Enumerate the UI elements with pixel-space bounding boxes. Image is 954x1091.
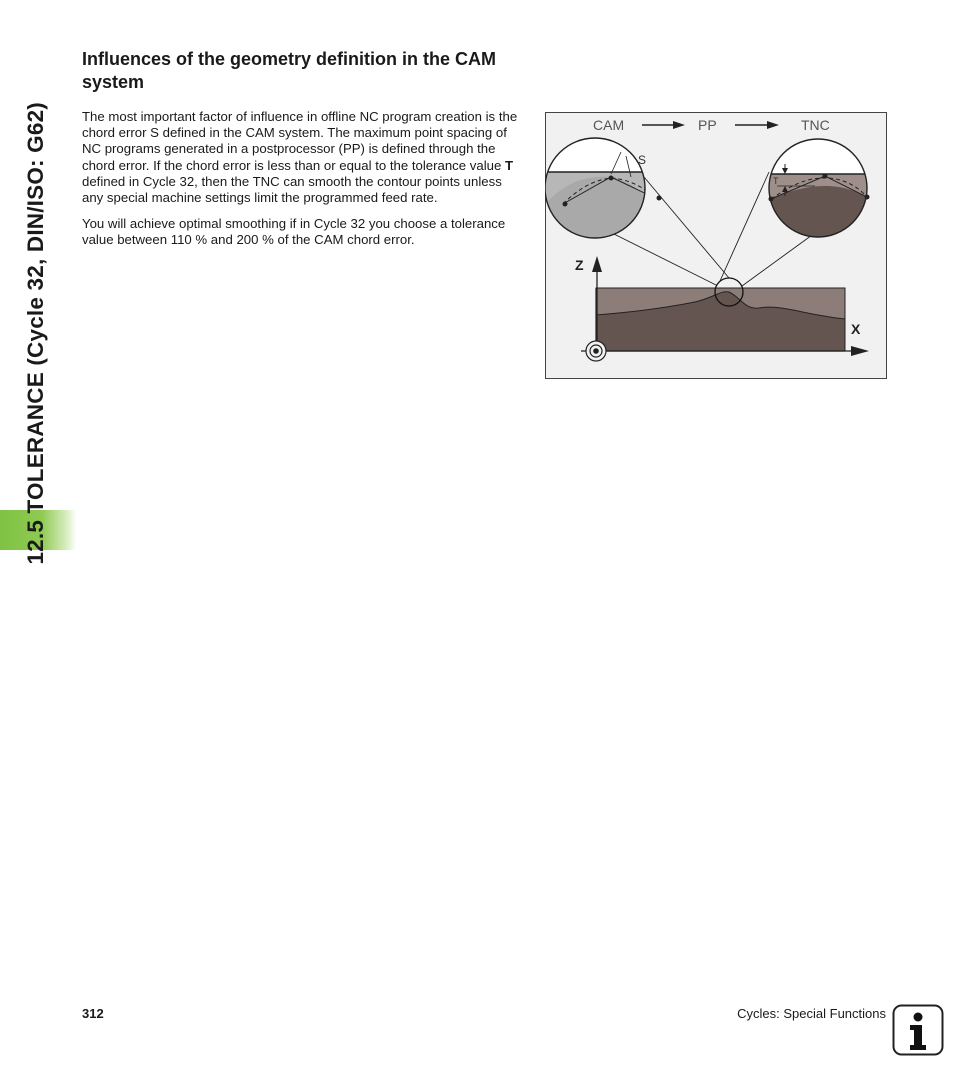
page-number: 312 xyxy=(82,1006,104,1021)
info-icon xyxy=(892,1004,944,1056)
label-cam: CAM xyxy=(593,117,625,133)
tolerance-figure xyxy=(545,112,887,379)
paragraph-optimal-smoothing: You will achieve optimal smoothing if in Cycle 32 you choose a tolerance value between 110 % and 200 % of the CAM chord error. xyxy=(82,216,506,248)
x-axis-label: X xyxy=(851,321,861,337)
tolerance-diagram xyxy=(545,112,887,379)
paragraph-chord-error xyxy=(82,109,524,206)
body-text xyxy=(82,109,524,259)
footer-chapter-label: Cycles: Special Functions xyxy=(737,1006,886,1021)
tolerance-label: T xyxy=(773,176,779,186)
tolerance-symbol: T xyxy=(504,157,514,173)
chord-error-label: S xyxy=(638,153,647,167)
para1-part1: The most important factor of influence in offline NC program creation is the chord error S defined in the CAM system. The maximum point spacing of NC programs generated in a postprocessor (PP) is defined through the chord error. If the chord error is less than or equal to the tolerance value xyxy=(82,109,518,173)
label-pp: PP xyxy=(698,117,717,133)
chapter-side-title xyxy=(12,30,60,565)
label-tnc: TNC xyxy=(801,117,830,133)
z-axis-label: Z xyxy=(575,257,584,273)
section-heading: Influences of the geometry definition in the CAM system xyxy=(82,49,497,92)
chapter-title-text: 12.5 TOLERANCE (Cycle 32, DIN/ISO: G62) xyxy=(22,102,48,565)
para1-part2: defined in Cycle 32, then the TNC can smooth the contour points unless any special machine settings limit the programmed feed rate. xyxy=(82,173,502,206)
origin-dot xyxy=(593,348,599,354)
